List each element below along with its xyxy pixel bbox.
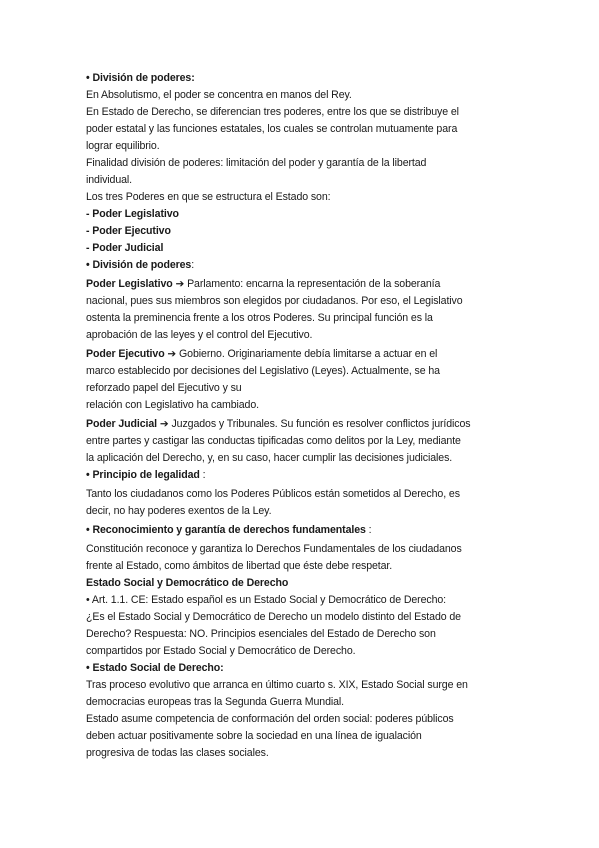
paragraph-line: reforzado papel del Ejecutivo y su <box>86 382 242 394</box>
paragraph-line: Tanto los ciudadanos como los Poderes Públicos están sometidos al Derecho, es <box>86 488 460 500</box>
poder-judicial-label: Poder Judicial <box>86 418 158 430</box>
paragraph-line: aprobación de las leyes y el control del Ejecutivo. <box>86 329 313 341</box>
paragraph-line: Derecho? Respuesta: NO. Principios esenciales del Estado de Derecho son <box>86 628 436 640</box>
heading-text: • Principio de legalidad <box>86 469 200 481</box>
section-heading-estado-social-democratico: Estado Social y Democrático de Derecho <box>86 577 289 589</box>
paragraph-line: decir, no hay poderes exentos de la Ley. <box>86 505 272 517</box>
paragraph-line: democracias europeas tras la Segunda Guerra Mundial. <box>86 696 345 708</box>
paragraph-line: Juzgados y Tribunales. Su función es resolver conflictos jurídicos <box>168 418 471 430</box>
paragraph-line: nacional, pues sus miembros son elegidos por ciudadanos. Por eso, el Legislativo <box>86 295 463 307</box>
paragraph-line: relación con Legislativo ha cambiado. <box>86 399 259 411</box>
section-heading-legalidad <box>86 467 516 484</box>
section-heading-derechos-fundamentales <box>86 522 516 539</box>
poder-judicial-line <box>86 416 516 433</box>
paragraph-line: entre partes y castigar las conductas tipificadas como delitos por la Ley, mediante <box>86 435 461 447</box>
heading-colon: : <box>199 469 206 481</box>
arrow-icon: ➔ <box>175 278 185 290</box>
paragraph-line: individual. <box>86 174 133 186</box>
paragraph-line: • Art. 1.1. CE: Estado español es un Estado Social y Democrático de Derecho: <box>86 594 447 606</box>
paragraph-line: Gobierno. Originariamente debía limitarse a actuar en el <box>176 348 438 360</box>
heading-text: • División de poderes <box>86 259 192 271</box>
paragraph-line: Tras proceso evolutivo que arranca en último cuarto s. XIX, Estado Social surge en <box>86 679 468 691</box>
document-body <box>86 70 516 762</box>
paragraph-line: frente al Estado, como ámbitos de libertad que éste debe respetar. <box>86 560 393 572</box>
paragraph-absolutismo: En Absolutismo, el poder se concentra en manos del Rey. <box>86 89 352 101</box>
paragraph-line: lograr equilibrio. <box>86 140 160 152</box>
list-item-ejecutivo: - Poder Ejecutivo <box>86 225 171 237</box>
paragraph-line: Estado asume competencia de conformación del orden social: poderes públicos <box>86 713 454 725</box>
poder-legislativo-label: Poder Legislativo <box>86 278 173 290</box>
paragraph-line: progresiva de todas las clases sociales. <box>86 747 269 759</box>
paragraph-line: Constitución reconoce y garantiza lo Derechos Fundamentales de los ciudadanos <box>86 543 462 555</box>
arrow-icon: ➔ <box>167 348 177 360</box>
poder-ejecutivo-line <box>86 346 516 363</box>
arrow-icon: ➔ <box>159 418 169 430</box>
poder-ejecutivo-label: Poder Ejecutivo <box>86 348 165 360</box>
paragraph-line: ¿Es el Estado Social y Democrático de Derecho un modelo distinto del Estado de <box>86 611 461 623</box>
section-heading-division-poderes-2 <box>86 257 516 274</box>
paragraph-line: Finalidad división de poderes: limitación del poder y garantía de la libertad <box>86 157 427 169</box>
paragraph-line: ostenta la preminencia frente a los otros Poderes. Su principal función es la <box>86 312 433 324</box>
heading-colon: : <box>365 524 372 536</box>
paragraph-line: compartidos por Estado Social y Democrático de Derecho. <box>86 645 356 657</box>
paragraph-line: Los tres Poderes en que se estructura el Estado son: <box>86 191 331 203</box>
paragraph-line: En Estado de Derecho, se diferencian tres poderes, entre los que se distribuye el <box>86 106 459 118</box>
list-item-judicial: - Poder Judicial <box>86 242 164 254</box>
paragraph-line: Parlamento: encarna la representación de la soberanía <box>184 278 441 290</box>
list-item-legislativo: - Poder Legislativo <box>86 208 179 220</box>
heading-text: • Reconocimiento y garantía de derechos fundamentales <box>86 524 366 536</box>
section-heading-division-poderes: • División de poderes: <box>86 72 195 84</box>
section-heading-estado-social: • Estado Social de Derecho: <box>86 662 224 674</box>
heading-colon: : <box>191 259 195 271</box>
paragraph-line: deben actuar positivamente sobre la sociedad en una línea de igualación <box>86 730 422 742</box>
paragraph-line: la aplicación del Derecho, y, en su caso, hacer cumplir las decisiones judiciales. <box>86 452 453 464</box>
paragraph-line: poder estatal y las funciones estatales, los cuales se controlan mutuamente para <box>86 123 458 135</box>
paragraph-line: marco establecido por decisiones del Legislativo (Leyes). Actualmente, se ha <box>86 365 440 377</box>
poder-legislativo-line <box>86 276 516 293</box>
